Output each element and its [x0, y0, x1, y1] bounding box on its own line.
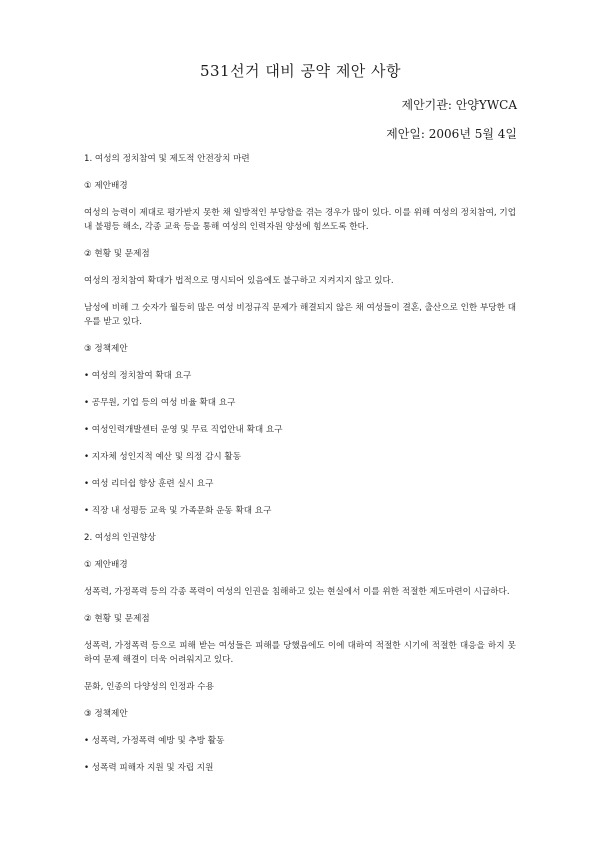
section-1-heading: 1. 여성의 정치참여 및 제도적 안전장치 마련 — [84, 154, 250, 164]
section-1-policy-item: • 지자체 성인지적 예산 및 의정 감시 활동 — [84, 452, 242, 462]
section-1-background-heading: ① 제안배경 — [84, 181, 128, 191]
section-2-policy-heading: ③ 정책제안 — [84, 709, 128, 719]
section-2-policy-item: • 성폭력 피해자 지원 및 자립 지원 — [84, 763, 214, 773]
section-1-policy-item: • 여성인력개발센터 운영 및 무료 직업안내 확대 요구 — [84, 425, 283, 435]
section-1-policy-item: • 직장 내 성평등 교육 및 가족문화 운동 확대 요구 — [84, 506, 272, 516]
document-title: 531선거 대비 공약 제안 사항 — [199, 62, 402, 80]
proposer-line: 제안기관: 안양YWCA — [401, 98, 517, 112]
section-2-status-heading: ② 현황 및 문제점 — [84, 614, 150, 624]
section-1-policy-item: • 여성 리더쉽 향상 훈련 실시 요구 — [84, 479, 214, 489]
section-2-background-text: 성폭력, 가정폭력 등의 각종 폭력이 여성의 인권을 침해하고 있는 현실에서 이를 위한 적절한 제도마련이 시급하다. — [84, 587, 510, 597]
document-body — [84, 152, 516, 788]
section-1-background-text: 여성의 능력이 제대로 평가받지 못한 채 일방적인 부당함을 겪는 경우가 많이 있다. 이를 위해 여성의 정치참여, 기업 내 불평등 해소, 각종 교육 등을 통해 여성의 인력자원 양성에 힘쓰도록 한다. — [84, 208, 516, 232]
section-2-background-heading: ① 제안배경 — [84, 560, 128, 570]
proposal-date-line: 제안일: 2006년 5월 4일 — [386, 127, 517, 141]
section-1-policy-item: • 여성의 정치참여 확대 요구 — [84, 371, 192, 381]
section-1-status-paragraph: 남성에 비해 그 숫자가 월등히 많은 여성 비정규직 문제가 해결되지 않은 채 여성들이 결혼, 출산으로 인한 부당한 대우를 받고 있다. — [84, 303, 516, 327]
section-1-status-heading: ② 현황 및 문제점 — [84, 249, 150, 259]
section-1-status-paragraph: 여성의 정치참여 확대가 법적으로 명시되어 있음에도 불구하고 지켜지지 않고 있다. — [84, 276, 394, 286]
section-1-policy-item: • 공무원, 기업 등의 여성 비율 확대 요구 — [84, 398, 236, 408]
section-1-policy-heading: ③ 정책제안 — [84, 344, 128, 354]
section-2-status-paragraph: 문화, 인종의 다양성의 인정과 수용 — [84, 682, 214, 692]
section-2-policy-item: • 성폭력, 가정폭력 예방 및 추방 활동 — [84, 736, 225, 746]
section-2-heading: 2. 여성의 인권향상 — [84, 533, 156, 543]
section-2-status-paragraph: 성폭력, 가정폭력 등으로 피해 받는 여성들은 피해를 당했음에도 이에 대하여 적절한 시기에 적절한 대응을 하지 못하여 문제 해결이 더욱 어려워지고 있다. — [84, 641, 516, 665]
